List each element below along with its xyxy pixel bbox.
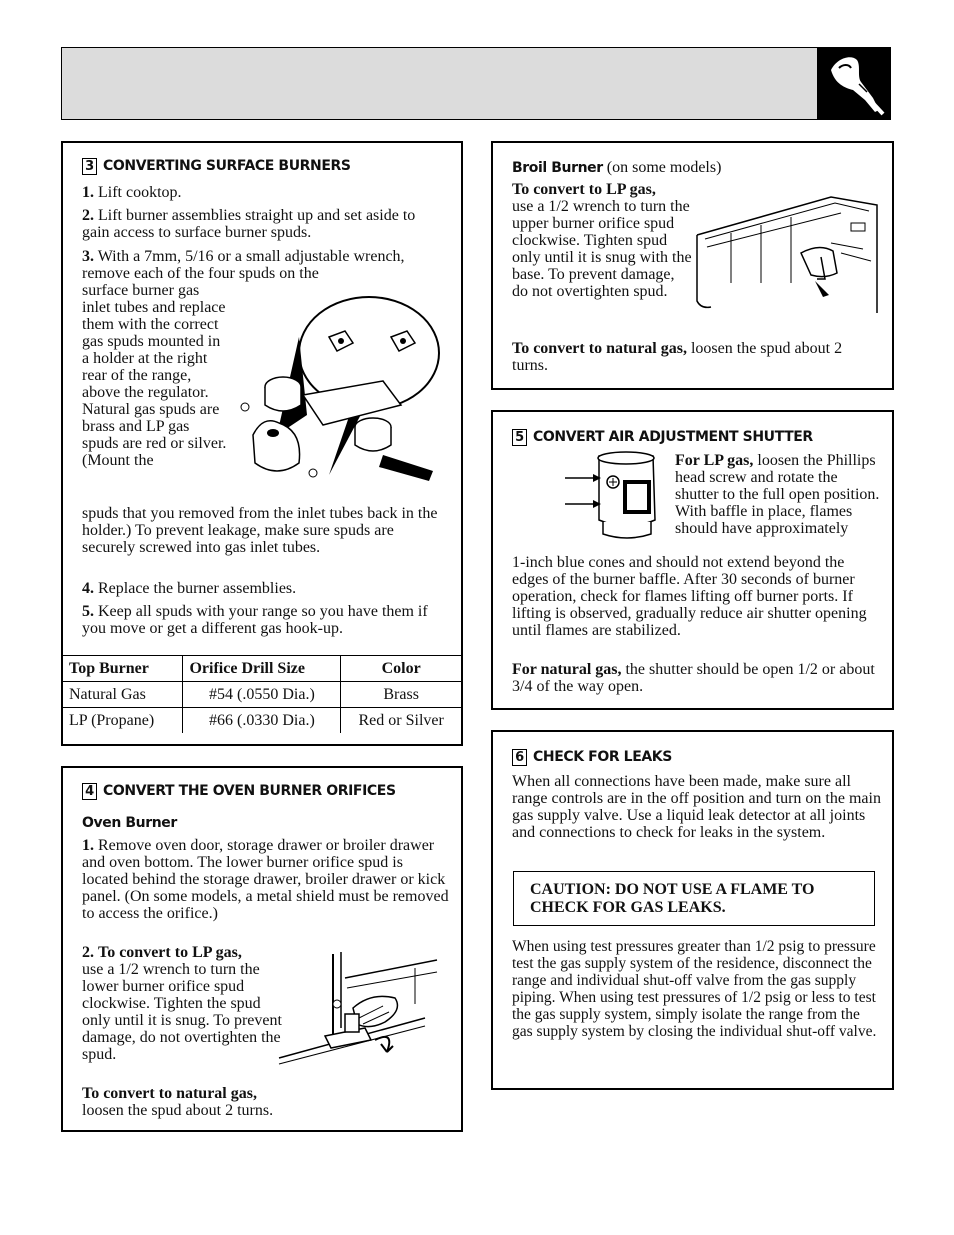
- step-3-wrapped: surface burner gas inlet tubes and replace them with the correct gas spuds mounted in a holder at the right rear of the range, above the regulator. Natural gas spuds are brass and LP gas spuds are red or silver. (Mount the: [82, 282, 227, 469]
- natural-gas-instruction: For natural gas, the shutter should be open 1/2 or about 3/4 of the way open.: [512, 661, 875, 695]
- caution-box: CAUTION: DO NOT USE A FLAME TO CHECK FOR GAS LEAKS.: [513, 871, 875, 926]
- natural-gas-instruction: To convert to natural gas, loosen the spud about 2 turns.: [82, 1085, 274, 1119]
- section-title: CONVERT AIR ADJUSTMENT SHUTTER: [533, 429, 813, 445]
- section-convert-air-adjustment-shutter: [491, 410, 894, 710]
- section-4-heading: [82, 782, 396, 800]
- step-3-intro: 3. With a 7mm, 5/16 or a small adjustable wrench, remove each of the four spuds on the: [82, 248, 405, 282]
- section-check-for-leaks: [491, 730, 894, 1090]
- section-convert-oven-burner-orifices: [61, 766, 463, 1132]
- step-4: 4. Replace the burner assemblies.: [82, 580, 297, 597]
- step-2: 2. Lift burner assemblies straight up and set aside to gain access to surface burner spuds.: [82, 207, 416, 241]
- step-2: 2. To convert to LP gas, use a 1/2 wrench to turn the lower burner orifice spud clockwise. Tighten the spud only until it is snug. To prevent damage, do not overtighten the spud.: [82, 944, 282, 1063]
- table-header: Orifice Drill Size: [183, 656, 341, 682]
- lp-gas-instruction-wrapped: For LP gas, loosen the Phillips head screw and rotate the shutter to the full open position. With baffle in place, flames should have approximately: [675, 452, 880, 537]
- surface-burner-illustration: [233, 295, 443, 500]
- air-shutter-illustration: [563, 450, 673, 540]
- natural-gas-instruction: To convert to natural gas, loosen the spud about 2 turns.: [512, 340, 843, 374]
- table-cell: Natural Gas: [63, 682, 183, 708]
- table-cell: #66 (.0330 Dia.): [183, 708, 341, 734]
- oven-burner-illustration: [275, 948, 440, 1068]
- table-cell: Brass: [341, 682, 461, 708]
- section-number: 5: [512, 429, 527, 446]
- broil-burner-heading: [512, 159, 721, 177]
- lp-gas-instruction-continued: 1-inch blue cones and should not extend beyond the edges of the burner baffle. After 30 seconds of burner operation, check for flames lifting off burner ports. If lifting is observed, gradually reduce air shutter opening until flames are stabilized.: [512, 554, 867, 639]
- table-cell: #54 (.0550 Dia.): [183, 682, 341, 708]
- pressure-test-note: When using test pressures greater than 1/2 psig to pressure test the gas supply system of the residence, disconnect the range and individual shut-off valve from the gas supply piping. When using test pressures of 1/2 psig or less to test the gas supply system, simply isolate the range from the gas supply system by closing the individual shut-off valve.: [512, 938, 877, 1040]
- orifice-table: [63, 655, 461, 733]
- step-1: 1. Remove oven door, storage drawer or broiler drawer and oven bottom. The lower burner orifice spud is located behind the storage drawer, broiler drawer or kick panel. (On some models, a metal shield must be removed to access the orifice.): [82, 837, 449, 922]
- page-header-bar: [61, 47, 891, 120]
- table-cell: Red or Silver: [341, 708, 461, 734]
- broil-burner-title: Broil Burner: [512, 160, 603, 176]
- step-5: 5. Keep all spuds with your range so you have them if you move or get a different gas hook-up.: [82, 603, 428, 637]
- lp-gas-instruction: To convert to LP gas, use a 1/2 wrench to turn the upper burner orifice spud clockwise. Tighten spud only until it is snug with the base. To prevent damage, do not overtighten spud.: [512, 181, 692, 300]
- section-title: CONVERTING SURFACE BURNERS: [103, 158, 351, 174]
- section-6-heading: [512, 748, 672, 766]
- section-broil-burner: [491, 141, 894, 390]
- broil-burner-illustration: [691, 183, 881, 313]
- section-3-heading: [82, 157, 351, 175]
- table-row: [63, 682, 461, 708]
- section-number: 3: [82, 158, 97, 175]
- broil-burner-note: (on some models): [606, 159, 722, 176]
- section-title: CHECK FOR LEAKS: [533, 749, 672, 765]
- step-3-continued: spuds that you removed from the inlet tubes back in the holder.) To prevent leakage, make sure spuds are securely screwed into gas inlet tubes.: [82, 505, 438, 556]
- section-5-heading: [512, 428, 813, 446]
- section-converting-surface-burners: [61, 141, 463, 746]
- table-header: Color: [341, 656, 461, 682]
- section-number: 4: [82, 783, 97, 800]
- table-header-row: [63, 656, 461, 682]
- leak-check-instructions: When all connections have been made, make sure all range controls are in the off position and turn on the main gas supply valve. Use a liquid leak detector at all joints and connections to check for leaks in the system.: [512, 773, 881, 841]
- table-header: Top Burner: [63, 656, 183, 682]
- table-cell: LP (Propane): [63, 708, 183, 734]
- section-number: 6: [512, 749, 527, 766]
- table-row: [63, 708, 461, 734]
- section-title: CONVERT THE OVEN BURNER ORIFICES: [103, 783, 396, 799]
- oven-burner-subtitle: Oven Burner: [82, 815, 177, 831]
- hand-with-tool-icon: [817, 48, 890, 119]
- step-1: 1. Lift cooktop.: [82, 184, 182, 201]
